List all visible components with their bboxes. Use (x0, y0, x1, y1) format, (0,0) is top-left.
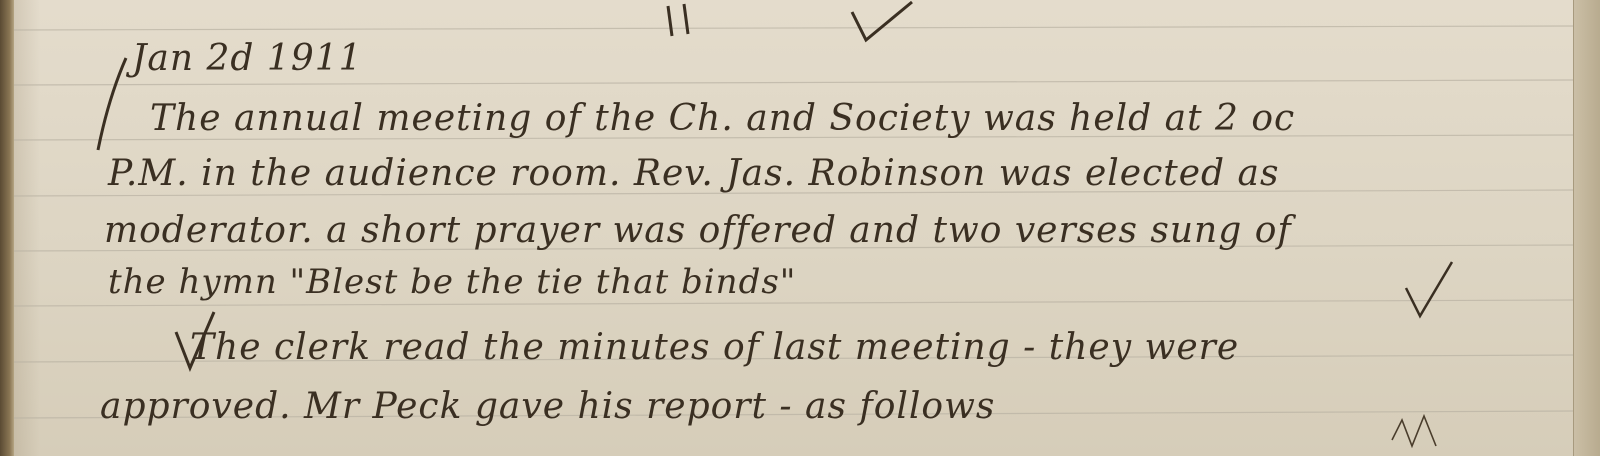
page-edge (1573, 0, 1600, 456)
text-line-3: moderator. a short prayer was offered and two verses sung of (104, 210, 1292, 251)
check-mark-line4 (1406, 262, 1452, 316)
text-line-1: The annual meeting of the Ch. and Society was held at 2 oc (150, 98, 1296, 139)
margin-flourish (98, 58, 126, 150)
text-line-5: The clerk read the minutes of last meeting - they were (190, 327, 1240, 368)
text-line-6: approved. Mr Peck gave his report - as follows (100, 386, 996, 427)
check-mark-top (852, 2, 912, 40)
entry-date: Jan 2d 1911 (132, 38, 363, 79)
scribble-bottom-right (1392, 416, 1436, 446)
tick-mark-top-left (668, 4, 688, 36)
text-line-2: P.M. in the audience room. Rev. Jas. Robinson was elected as (108, 153, 1280, 194)
text-line-4: the hymn "Blest be the tie that binds" (108, 262, 797, 302)
